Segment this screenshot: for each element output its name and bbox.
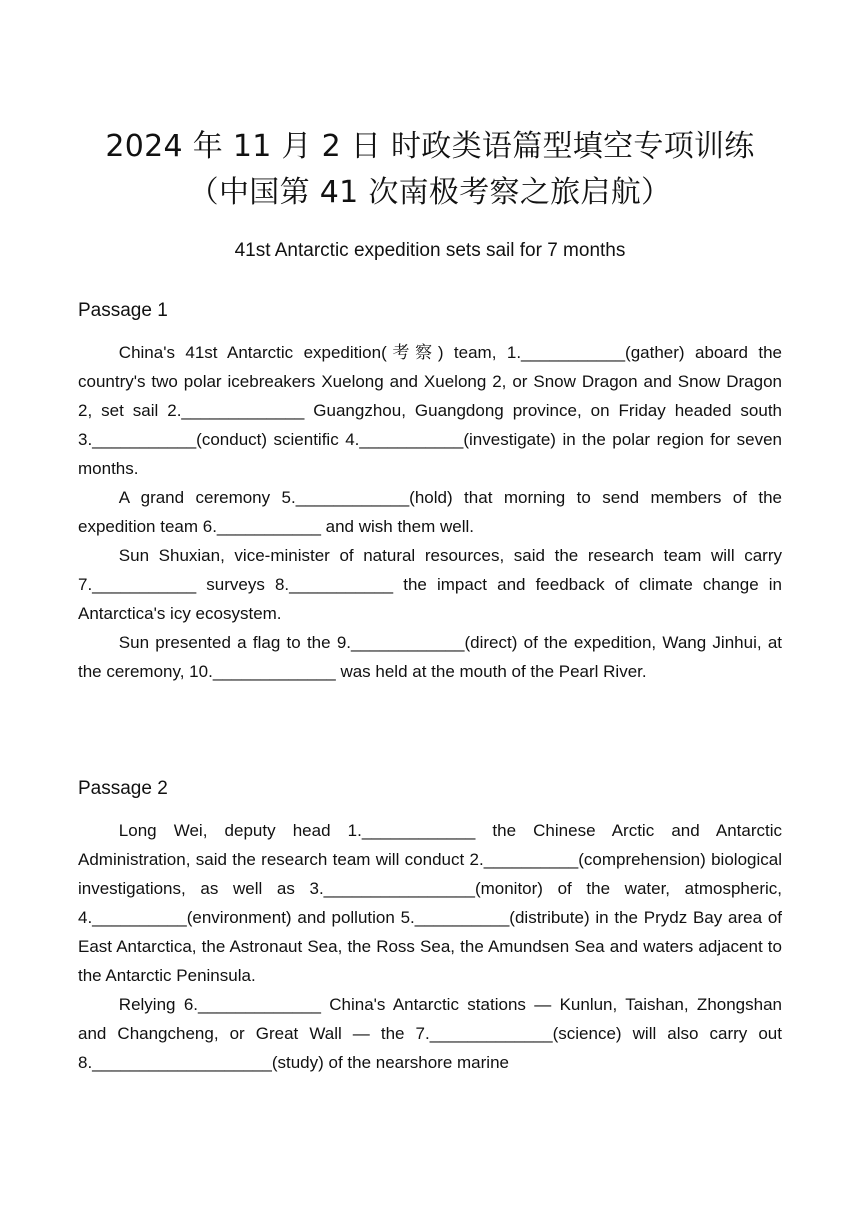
passage-2-body xyxy=(78,816,782,1077)
passage-1-paragraph-4: Sun presented a flag to the 9.____________(direct) of the expedition, Wang Jinhui, at the ceremony, 10._____________ was held at the mouth of the Pearl River. xyxy=(78,633,782,681)
passage-2-paragraph-1: Long Wei, deputy head 1.____________ the Chinese Arctic and Antarctic Administration, said the research team will conduct 2.__________(comprehension) biological investigations, as well as 3.________________(monitor) of the water, atmospheric, 4.__________(environment) and pollution 5.__________(distribute) in the Prydz Bay area of East Antarctica, the Astronaut Sea, the Ross Sea, the Amundsen Sea and waters adjacent to the Antarctic Peninsula. xyxy=(78,821,782,985)
passage-1-heading: Passage 1 xyxy=(78,300,168,321)
passage-1-body xyxy=(78,338,782,686)
document-subtitle: 41st Antarctic expedition sets sail for 7 months xyxy=(234,240,626,261)
passage-1-paragraph-1: China's 41st Antarctic expedition(考察) team, 1.___________(gather) aboard the country's two polar icebreakers Xuelong and Xuelong 2, or Snow Dragon and Snow Dragon 2, set sail 2._____________ Guangzhou, Guangdong province, on Friday headed south 3.___________(conduct) scientific 4.___________(investigate) in the polar region for seven months. xyxy=(78,343,782,478)
passage-2-paragraph-2: Relying 6._____________ China's Antarctic stations — Kunlun, Taishan, Zhongshan and Changcheng, or Great Wall — the 7._____________(science) will also carry out 8.___________________(study) of the nearshore marine xyxy=(78,995,782,1072)
passage-1-paragraph-2: A grand ceremony 5.____________(hold) that morning to send members of the expedition team 6.___________ and wish them well. xyxy=(78,488,782,536)
document-title: 2024 年 11 月 2 日 时政类语篇型填空专项训练（中国第 41 次南极考察之旅启航） xyxy=(105,129,755,210)
passage-2-heading: Passage 2 xyxy=(78,778,168,799)
passage-1-paragraph-3: Sun Shuxian, vice-minister of natural resources, said the research team will carry 7.___________ surveys 8.___________ the impact and feedback of climate change in Antarctica's icy ecosystem. xyxy=(78,546,782,623)
